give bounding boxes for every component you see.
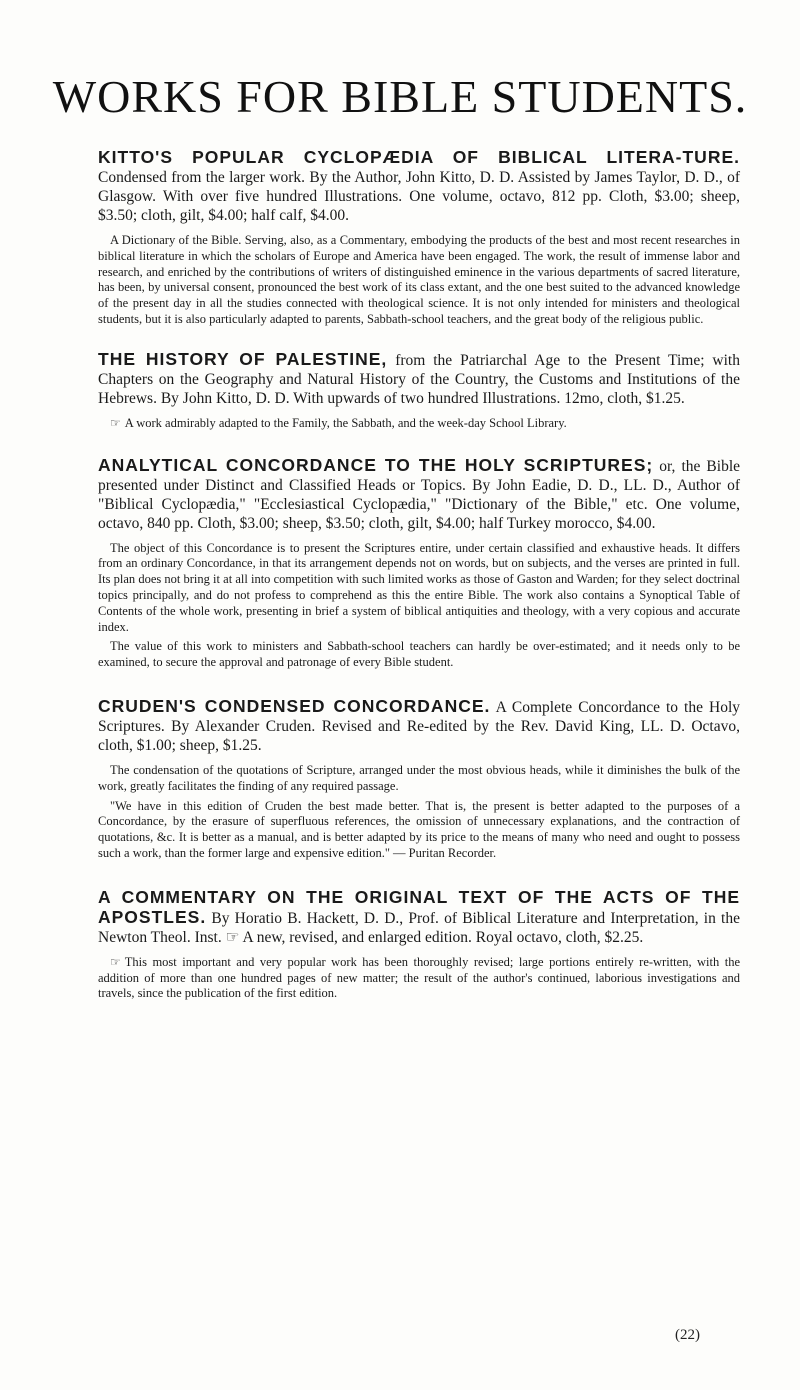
entry-heading: ANALYTICAL CONCORDANCE TO THE HOLY SCRIPTURES;: [98, 454, 654, 475]
entry-header: [98, 350, 740, 408]
entry-description: [98, 639, 740, 671]
entry-description-text: The object of this Concordance is to present the Scriptures entire, under certain classified and exhaustive heads. It differs from an ordinary Concordance, in that its arrangement depends not on words, but on subjects, and the verses are printed in full. Its plan does not bring it at all into competition with such limited works as those of Gaston and Warden; for they select doctrinal topics principally, and do not profess to comprehend as this the entire Bible. The work also contains a Synoptical Table of Contents of the whole work, presenting in brief a system of biblical antiquities and theology, with a very copious and accurate index.: [98, 540, 740, 634]
pointing-hand-icon: ☞: [110, 954, 121, 969]
entry-note-text: A work admirably adapted to the Family, the Sabbath, and the week-day School Library.: [124, 415, 567, 430]
entry-cruden-concordance: [98, 697, 740, 862]
entry-quote: [98, 799, 740, 862]
entry-note: [98, 416, 740, 432]
entry-description-text: A Dictionary of the Bible. Serving, also, as a Commentary, embodying the products of the best and most recent researches in biblical literature in which the scholars of Europe and America have been engaged. The work, the result of immense labor and research, and enriched by the contributions of writers of distinguished eminence in the various departments of sacred literature, has been, by universal consent, pronounced the best work of its class extant, and the one best suited to the advanced knowledge of the present day in all the studies connected with theological science. It is not only intended for ministers and theological students, but it is also particularly adapted to parents, Sabbath-school teachers, and the great body of the religious public.: [98, 233, 740, 326]
entry-heading: A COMMENTARY ON THE ORIGINAL TEXT OF THE ACTS OF THE APOSTLES.: [98, 886, 740, 927]
entry-header: [98, 697, 740, 755]
entry-description-text: The condensation of the quotations of Scripture, arranged under the most obvious heads, while it diminishes the bulk of the work, greatly facilitates the finding of any required passage.: [98, 762, 740, 793]
entry-details: from the Patriarchal Age to the Present Time; with Chapters on the Geography and Natural History of the Country, the Customs and Institutions of the Hebrews. By John Kitto, D. D. With upwards of two hundred Illustrations. 12mo, cloth, $1.25.: [98, 351, 740, 407]
pointing-hand-icon: ☞: [110, 415, 121, 430]
entry-header: [98, 148, 740, 225]
entry-description: [98, 541, 740, 636]
entry-heading: CRUDEN'S CONDENSED CONCORDANCE.: [98, 695, 491, 716]
page-title: WORKS FOR BIBLE STUDENTS.: [52, 71, 748, 122]
entry-header: [98, 456, 740, 533]
entry-description: [98, 233, 740, 328]
entry-description-text: The value of this work to ministers and Sabbath-school teachers can hardly be over-estimated; and it needs only to be examined, to secure the approval and patronage of every Bible student.: [98, 639, 740, 670]
entry-details: A Complete Concordance to the Holy Scriptures. By Alexander Cruden. Revised and Re-edited by the Rev. David King, LL. D. Octavo, cloth, $1.00; sheep, $1.25.: [98, 698, 740, 754]
entry-note-text: This most important and very popular work has been thoroughly revised; large portions entirely re-written, with the addition of more than one hundred pages of new matter; the result of the author's continued, laborious investigations and travels, since the publication of the first edition.: [98, 954, 740, 1001]
entry-kitto-cyclopaedia: [98, 148, 740, 328]
entry-analytical-concordance: [98, 456, 740, 671]
entry-quote-text: "We have in this edition of Cruden the best made better. That is, the present is better adapted to the purposes of a Concordance, by the erasure of superfluous references, the omission of unnecessary explanations, and the contraction of quotations, &c. It is better as a manual, and is better adapted by its price to the means of many who need and ought to possess such a work, than the former large and expensive edition." — Puritan Recorder.: [98, 798, 740, 860]
entry-details: or, the Bible presented under Distinct and Classified Heads or Topics. By John Eadie, D. D., LL. D., Author of "Biblical Cyclopædia," "Ecclesiastical Cyclopædia," "Dictionary of the Bible," etc. One volume, octavo, 840 pp. Cloth, $3.00; sheep, $3.50; cloth, gilt, $4.00; half Turkey morocco, $4.00.: [98, 457, 740, 532]
entry-header: [98, 888, 740, 947]
entry-details: Condensed from the larger work. By the Author, John Kitto, D. D. Assisted by James Taylor, D. D., of Glasgow. With over five hundred Illustrations. One volume, octavo, 812 pp. Cloth, $3.00; sheep, $3.50; cloth, gilt, $4.00; half calf, $4.00.: [98, 169, 740, 224]
entry-heading: KITTO'S POPULAR CYCLOPÆDIA OF BIBLICAL LITERA-TURE.: [98, 147, 740, 167]
entry-commentary-acts: [98, 888, 740, 1002]
entry-list: [98, 148, 740, 1006]
entry-note: [98, 955, 740, 1002]
entry-description: [98, 763, 740, 795]
entry-history-of-palestine: [98, 350, 740, 432]
entry-details: By Horatio B. Hackett, D. D., Prof. of Biblical Literature and Interpretation, in the Newton Theol. Inst. ☞ A new, revised, and enlarged edition. Royal octavo, cloth, $2.25.: [98, 909, 740, 946]
page-number: (22): [675, 1327, 700, 1343]
entry-heading: THE HISTORY OF PALESTINE,: [98, 348, 388, 369]
